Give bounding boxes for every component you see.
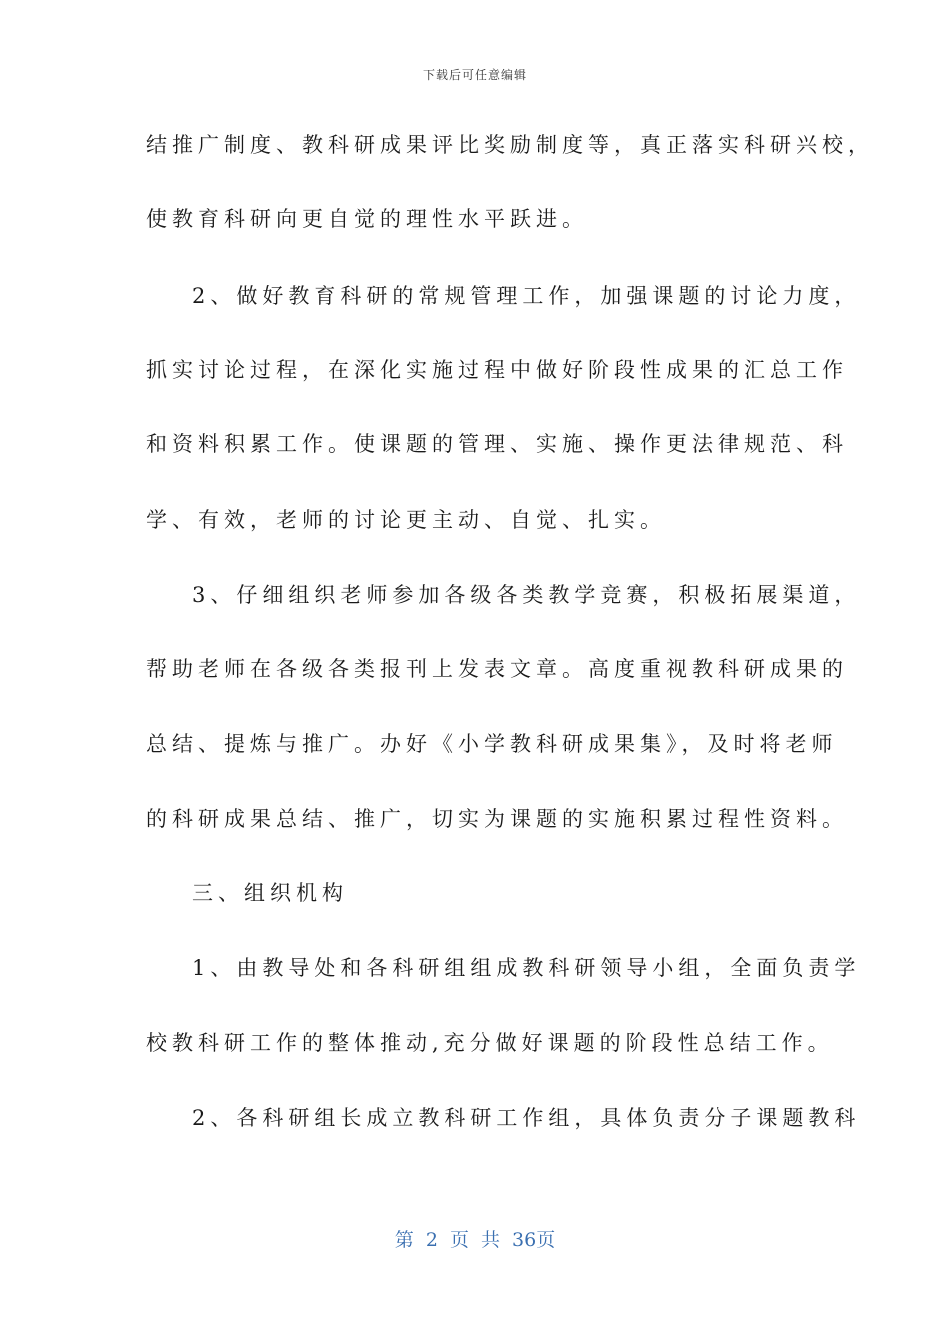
text-line: 校教科研工作的整体推动,充分做好课题的阶段性总结工作。 — [146, 1031, 834, 1055]
page-number: 第 2 页 共 36页 — [394, 1229, 556, 1251]
text-line: 总结、提炼与推广。办好《小学教科研成果集》，及时将老师 — [146, 732, 838, 756]
text-line: 1、由教导处和各科研组组成教科研领导小组，全面负责学 — [192, 956, 861, 980]
header-note: 下载后可任意编辑 — [422, 68, 527, 82]
text-line: 2、各科研组长成立教科研工作组，具体负责分子课题教科 — [192, 1106, 861, 1130]
text-line: 学、有效，老师的讨论更主动、自觉、扎实。 — [146, 508, 666, 532]
text-line: 使教育科研向更自觉的理性水平跃进。 — [146, 207, 588, 231]
text-line: 结推广制度、教科研成果评比奖励制度等，真正落实科研兴校， — [146, 133, 874, 157]
section-heading: 三、组织机构 — [192, 881, 348, 905]
text-line: 的科研成果总结、推广，切实为课题的实施积累过程性资料。 — [146, 807, 848, 831]
text-line: 帮助老师在各级各类报刊上发表文章。高度重视教科研成果的 — [146, 657, 848, 681]
text-line: 2、做好教育科研的常规管理工作，加强课题的讨论力度， — [192, 284, 861, 308]
text-line: 3、仔细组织老师参加各级各类教学竞赛，积极拓展渠道， — [192, 583, 861, 607]
text-line: 抓实讨论过程，在深化实施过程中做好阶段性成果的汇总工作 — [146, 358, 848, 382]
text-line: 和资料积累工作。使课题的管理、实施、操作更法律规范、科 — [146, 432, 848, 456]
